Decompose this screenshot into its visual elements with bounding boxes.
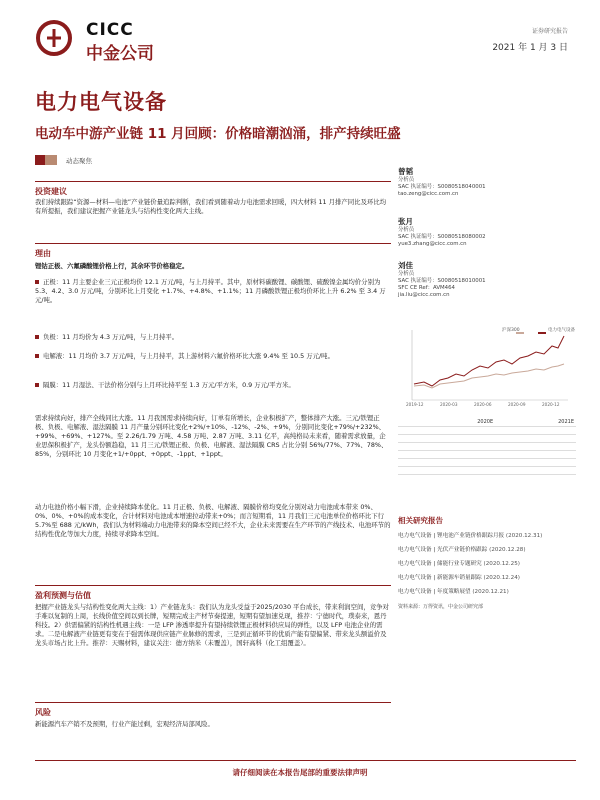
- subtype-marker-2: [45, 155, 57, 165]
- brand-en: CICC: [86, 20, 134, 40]
- related-reports: [398, 515, 576, 611]
- related-item-date: (2020.12.31): [505, 533, 543, 539]
- sector-title: 电力电气设备: [35, 90, 167, 114]
- invest-title: 投资建议: [35, 187, 67, 196]
- related-item-title: 电力电气设备 | 年度策略展望: [398, 589, 471, 595]
- report-type: 证券研究报告: [531, 28, 568, 35]
- section-divider: [35, 585, 391, 586]
- market-table-grid: [398, 418, 576, 475]
- reason-lead: 锂钴正极、六氟磷酸锂价格上行，其余环节价格稳定。: [35, 262, 189, 270]
- related-item-date: (2020.12.25): [483, 561, 520, 567]
- demand-text: 需求持续向好，排产全线同比大涨。11 月我国需求持续向好，订单有所增长，企业积极扩产，整体排产大涨。三元/铁锂正极、负极、电解液、湿法隔膜 11 月产量分别环比变化+2%/+10%、-12%、-2%、+9%，分别同比变化+79%/+232%、+99%、+69%、+127%。至 2.26/1.79 万吨、4.58 万吨、2.87 万吨、3.11 亿平，高纯格局未来看，随着需求放量，企业思保积极扩产，龙头份额趋稳，11 月三元/铁锂正极、负极、电解液、湿法隔膜 CRS 占比分别 56%/77%、77%、78%、85%，分别环比 10 月变化+1/+0ppt、+0ppt、-1ppt、+1ppt。: [35, 414, 388, 458]
- bullet-icon: [35, 280, 39, 284]
- related-item-date: (2020.12.28): [489, 547, 526, 553]
- bullet-text: 隔膜：11 月湿法、干法价格分别与上月环比持平至 1.3 万元/平方米，0.9 万元/平方米。: [43, 381, 295, 389]
- x-tick: 2020-12: [542, 402, 560, 407]
- bullet-text: 电解液：11 月均价 3.7 万元/吨，与上月持平，其上游材料六氟价格环比大涨 9.4% 至 10.5 万元/吨。: [43, 352, 334, 360]
- brand-cn: 中金公司: [86, 44, 154, 64]
- related-item[interactable]: [398, 546, 576, 554]
- report-date: 2021 年 1 月 3 日: [492, 43, 568, 53]
- analyst-2: [398, 216, 576, 248]
- x-tick: 2020-09: [508, 402, 526, 407]
- table-row: [398, 443, 576, 451]
- analyst-email[interactable]: jia.liu@cicc.com.cn: [398, 292, 450, 298]
- analyst-1: [398, 166, 576, 198]
- analyst-license: SAC 执证编号：S0080518080002: [398, 234, 486, 240]
- bullet-text: 正极：11 月主要企业三元正极均价 12.1 万元/吨，与上月持平。其中，原材料碳酸锂、碳酸锂、硫酸镍金属均价分别为 5.3、4.2、3.0 万元/吨，分别环比上月变化 +1.7%、+4.8%、+1.1%；11 月磷酸铁锂正极均价环比上升 6.2% 至 3.4 万元/吨。: [35, 278, 386, 304]
- price-chart-svg: [398, 322, 576, 410]
- market-table: [398, 418, 576, 475]
- invest-text: 我们持续跟踪“资源—材料—电池”产业链价量追踪判断，我们看到随着动力电池需求回暖，四大材料 11 月排产同比及环比均有所提振，我们建议把握产业链龙头与结构性变化两大主线。: [35, 198, 387, 215]
- bullet-anode: [35, 333, 391, 342]
- risk-title: 风险: [35, 708, 51, 717]
- table-row: [398, 459, 576, 467]
- table-header: 2021E: [495, 418, 576, 427]
- analyst-3: [398, 260, 576, 299]
- section-divider: [35, 243, 391, 244]
- analyst-license: SAC 执证编号：S0080518010001: [398, 278, 486, 284]
- bullet-electrolyte: [35, 352, 391, 361]
- related-item-date: (2020.12.21): [472, 589, 509, 595]
- related-source: 资料来源：万得资讯，中金公司研究部: [398, 604, 484, 610]
- related-item[interactable]: [398, 532, 576, 540]
- table-header-row: [398, 418, 576, 427]
- table-row: [398, 427, 576, 435]
- bullet-icon: [35, 354, 39, 358]
- forecast-text: 把握产业链龙头与结构性变化两大主线：1）产业链龙头：我们认为龙头受益于2025/2030 平台成长，带来利润空间，竞争对手难以复制的上周，长线价值空间以到长牌，短期完成主产材节奏提速，短期有望加速兑现，推荐：宁德时代，璞泰来，恩丹科技。2）供需偏紧的结构性机遇主线：一是 LFP 渗透率提升有望持续铁锂正极材料供应局的弹性，以及 LFP 电池企业的需求。二是电解液产业链更有变在于强需体现供应链产业脉修的需求，三是到正循环节的优质产能有望偏紧、带来龙头额溢价及龙头市场占比上升。推荐：天赐材料，建议关注：德方纳米（未覆盖），国轩高科（化工组覆盖）。: [35, 603, 389, 647]
- related-item-date: (2020.12.24): [483, 575, 520, 581]
- related-title: 相关研究报告: [398, 516, 443, 525]
- related-item[interactable]: [398, 560, 576, 568]
- analyst-license: SAC 执证编号：S0080518040001: [398, 184, 486, 190]
- risk-text: 新能源汽车产销不及预期，行业产能过剩，宏观经济局部风险。: [35, 720, 214, 728]
- section-divider: [35, 702, 391, 703]
- analyst-license-2: SFC CE Ref：AVM464: [398, 285, 455, 291]
- footer-divider: [35, 760, 576, 761]
- analyst-name: 曾韬: [398, 167, 413, 176]
- cost-text: 动力电池价格小幅下滑，企业持续降本优化。11 月正极、负极、电解液、隔膜价格均变化分别对动力电池成本带来 0%、0%、0%、+0%的成本变化，合计材料对电池成本增速拉动带来+0%；而言短期看，11 月我们三元电池单位价格环比下行 5.7%至 688 元/kWh，我们认为材料端动力电池带来的降本空间已经不大，企业未来需要在生产环节的产线技术、电池环节的结构性优化等加大力度，持续寻求降本空间。: [35, 503, 391, 538]
- table-row: [398, 467, 576, 475]
- analyst-role: 分析员: [398, 227, 415, 233]
- analyst-name: 张月: [398, 217, 413, 226]
- related-item[interactable]: [398, 574, 576, 582]
- analyst-email[interactable]: tao.zeng@cicc.com.cn: [398, 191, 459, 197]
- analyst-role: 分析员: [398, 271, 415, 277]
- bullet-icon: [35, 383, 39, 387]
- forecast-title: 盈利预测与估值: [35, 591, 91, 600]
- x-tick: 2020-06: [474, 402, 492, 407]
- footer-disclaimer: 请仔细阅读在本报告尾部的重要法律声明: [232, 768, 368, 777]
- subtype-label: 动态聚焦: [66, 157, 92, 165]
- table-row: [398, 451, 576, 459]
- analyst-name: 刘佳: [398, 261, 413, 270]
- price-chart: [398, 322, 576, 410]
- subtype-marker: [35, 155, 45, 165]
- analyst-role: 分析员: [398, 177, 415, 183]
- legend-sector: 电力电气设备: [548, 328, 575, 333]
- table-header: 2020E: [414, 418, 495, 427]
- bullet-cathode: [35, 278, 391, 305]
- table-header: [398, 418, 414, 427]
- related-item-title: 电力电气设备 | 光伏产业链价格跟踪: [398, 547, 488, 553]
- table-row: [398, 435, 576, 443]
- related-item[interactable]: [398, 588, 576, 596]
- report-headline: 电动车中游产业链 11 月回顾：价格暗潮汹涌，排产持续旺盛: [35, 126, 401, 142]
- bullet-icon: [35, 335, 39, 339]
- analyst-email[interactable]: yue3.zhang@cicc.com.cn: [398, 241, 467, 247]
- legend-index: 沪深300: [502, 328, 520, 333]
- related-item-title: 电力电气设备 | 新能源车销量跟踪: [398, 575, 482, 581]
- reason-title: 理由: [35, 249, 51, 258]
- related-item-title: 电力电气设备 | 储能行业专题研究: [398, 561, 482, 567]
- cicc-logo-icon: [36, 20, 72, 56]
- section-divider: [35, 181, 391, 182]
- x-tick: 2020-03: [440, 402, 458, 407]
- x-tick: 2019-12: [406, 402, 424, 407]
- bullet-separator: [35, 381, 391, 390]
- bullet-text: 负极：11 月均价为 4.3 万元/吨，与上月持平。: [43, 333, 179, 341]
- related-item-title: 电力电气设备 | 锂电池产业链价格跟踪月报: [398, 533, 505, 539]
